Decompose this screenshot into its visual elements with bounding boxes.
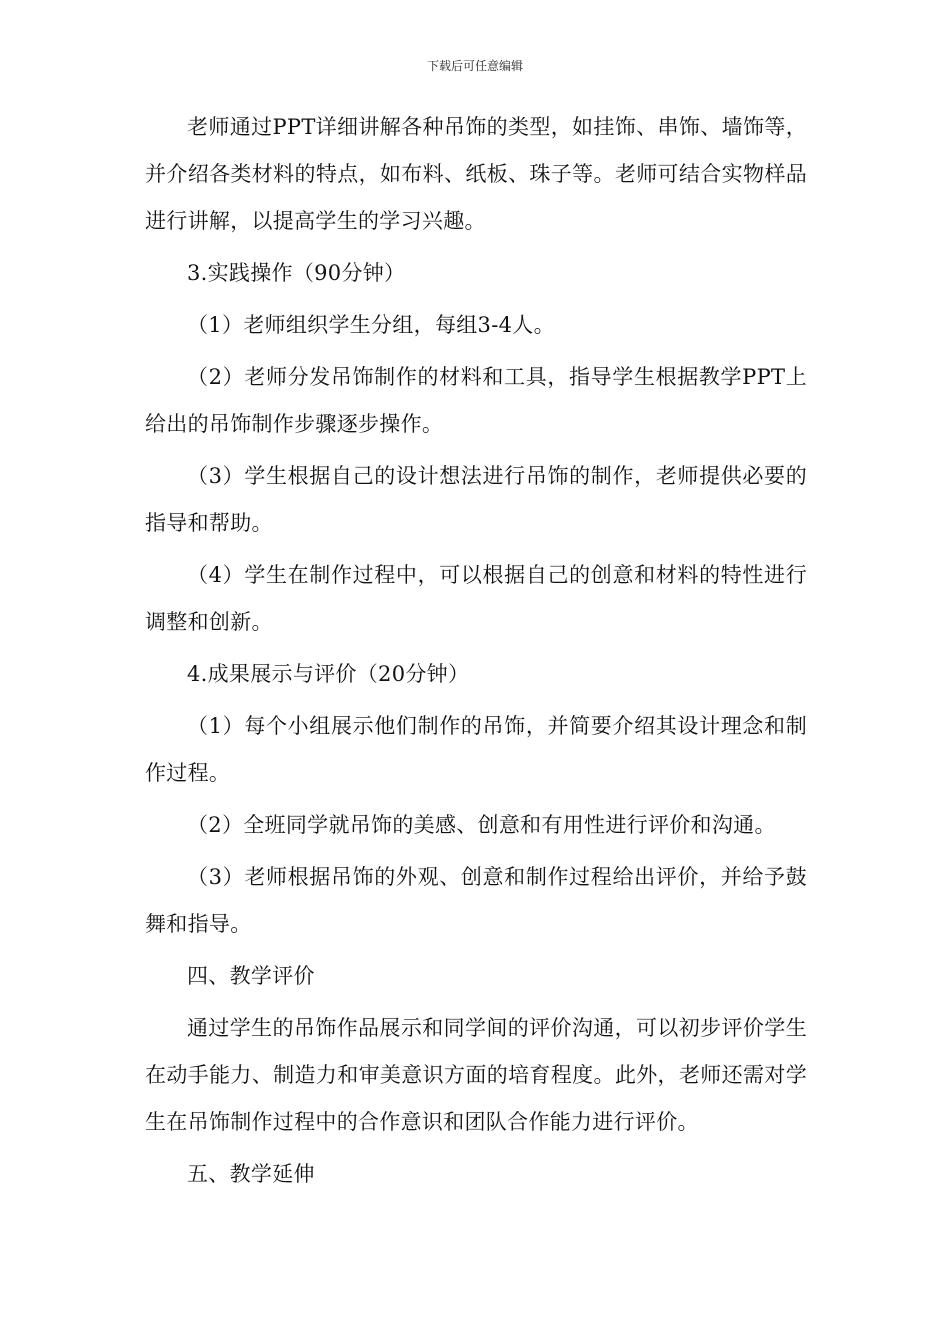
- heading-evaluation: 四、教学评价: [187, 964, 315, 988]
- document-body: [145, 104, 807, 1198]
- paragraph-evaluation: 通过学生的吊饰作品展示和同学间的评价沟通，可以初步评价学生在动手能力、制造力和审美意识方面的培育程度。此外，老师还需对学生在吊饰制作过程中的合作意识和团队合作能力进行评价。: [145, 1016, 807, 1134]
- paragraph-ppt-explanation: 老师通过PPT详细讲解各种吊饰的类型，如挂饰、串饰、墙饰等，并介绍各类材料的特点，如布料、纸板、珠子等。老师可结合实物样品进行讲解，以提高学生的学习兴趣。: [145, 115, 807, 233]
- paragraph-showcase-1: （1）每个小组展示他们制作的吊饰，并简要介绍其设计理念和制作过程。: [145, 714, 807, 785]
- paragraph-showcase-3: （3）老师根据吊饰的外观、创意和制作过程给出评价，并给予鼓舞和指导。: [145, 865, 807, 936]
- paragraph-showcase-2: （2）全班同学就吊饰的美感、创意和有用性进行评价和沟通。: [187, 813, 776, 837]
- heading-practice: 3.实践操作（90分钟）: [187, 261, 406, 285]
- page-header: 下载后可任意编辑: [426, 59, 523, 73]
- paragraph-practice-2: （2）老师分发吊饰制作的材料和工具，指导学生根据教学PPT上给出的吊饰制作步骤逐步操作。: [145, 365, 807, 436]
- paragraph-practice-3: （3）学生根据自己的设计想法进行吊饰的制作，老师提供必要的指导和帮助。: [145, 464, 807, 535]
- paragraph-practice-4: （4）学生在制作过程中，可以根据自己的创意和材料的特性进行调整和创新。: [145, 563, 807, 634]
- heading-extension: 五、教学延伸: [187, 1162, 315, 1186]
- heading-showcase: 4.成果展示与评价（20分钟）: [187, 662, 470, 686]
- paragraph-practice-1: （1）老师组织学生分组，每组3-4人。: [187, 313, 555, 337]
